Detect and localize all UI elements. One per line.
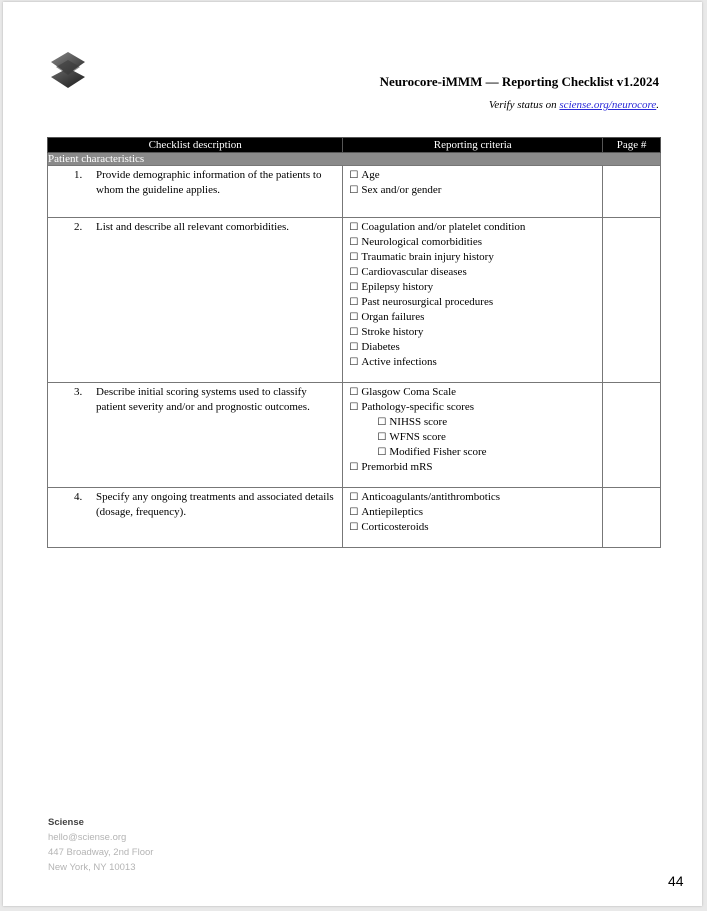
item-description: Provide demographic information of the patients to whom the guideline applies.: [96, 169, 322, 196]
criterion-subitem: [349, 430, 596, 445]
criterion-item: [349, 400, 596, 415]
checkbox-icon[interactable]: ☐: [349, 252, 359, 263]
verify-status-line: [489, 99, 659, 111]
checkbox-icon[interactable]: ☐: [349, 327, 359, 338]
section-row: [48, 153, 661, 166]
section-label: Patient characteristics: [48, 153, 661, 166]
page-number-cell[interactable]: [603, 166, 661, 218]
sciense-logo-icon: [48, 50, 88, 90]
criterion-label: Diabetes: [361, 341, 400, 353]
checkbox-icon[interactable]: ☐: [349, 522, 359, 533]
criterion-label: Neurological comorbidities: [361, 236, 483, 248]
item-number: 1.: [74, 169, 83, 181]
criterion-label: NIHSS score: [389, 416, 448, 428]
criterion-label: Corticosteroids: [361, 521, 429, 533]
criterion-label: Stroke history: [361, 326, 424, 338]
criterion-item: [349, 183, 596, 198]
criterion-label: Antiepileptics: [361, 506, 424, 518]
item-number: 2.: [74, 221, 83, 233]
checkbox-icon[interactable]: ☐: [377, 447, 387, 458]
criterion-item: [349, 460, 596, 475]
checkbox-icon[interactable]: ☐: [349, 282, 359, 293]
table-row: [48, 166, 661, 218]
criterion-label: Epilepsy history: [361, 281, 434, 293]
criterion-label: Past neurosurgical procedures: [361, 296, 494, 308]
criterion-label: Sex and/or gender: [361, 184, 442, 196]
item-description: List and describe all relevant comorbidities.: [96, 221, 290, 233]
footer-contact: [48, 815, 153, 875]
criteria-cell: [343, 383, 603, 488]
checkbox-icon[interactable]: ☐: [349, 402, 359, 413]
footer-address-line-1: 447 Broadway, 2nd Floor: [48, 847, 154, 858]
criteria-cell: [343, 488, 603, 548]
checkbox-icon[interactable]: ☐: [349, 342, 359, 353]
criterion-item: [349, 220, 596, 235]
page-number-cell[interactable]: [603, 383, 661, 488]
criterion-label: WFNS score: [389, 431, 446, 443]
criteria-cell: [343, 166, 603, 218]
table-row: [48, 383, 661, 488]
verify-status-link[interactable]: sciense.org/neurocore: [559, 99, 657, 111]
checkbox-icon[interactable]: ☐: [349, 267, 359, 278]
footer-email[interactable]: hello@sciense.org: [48, 832, 127, 843]
column-header-description: Checklist description: [48, 138, 343, 153]
criterion-item: [349, 295, 596, 310]
footer-company: Sciense: [48, 817, 84, 828]
page-number-cell[interactable]: [603, 218, 661, 383]
item-description: Specify any ongoing treatments and associated details (dosage, frequency).: [96, 491, 334, 518]
criterion-item: [349, 310, 596, 325]
page-number: 44: [668, 873, 684, 889]
criterion-label: Cardiovascular diseases: [361, 266, 467, 278]
criterion-item: [349, 385, 596, 400]
column-header-criteria: Reporting criteria: [343, 138, 603, 153]
criterion-subitem: [349, 415, 596, 430]
checkbox-icon[interactable]: ☐: [377, 417, 387, 428]
criterion-label: Pathology-specific scores: [361, 401, 475, 413]
document-title: Neurocore-iMMM — Reporting Checklist v1.2024: [379, 74, 659, 89]
document-page: [3, 2, 702, 906]
description-cell: [48, 383, 343, 488]
criterion-label: Modified Fisher score: [389, 446, 487, 458]
footer-address-line-2: New York, NY 10013: [48, 862, 136, 873]
checkbox-icon[interactable]: ☐: [349, 387, 359, 398]
checkbox-icon[interactable]: ☐: [349, 237, 359, 248]
table-row: [48, 218, 661, 383]
description-cell: [48, 218, 343, 383]
criterion-label: Glasgow Coma Scale: [361, 386, 457, 398]
checkbox-icon[interactable]: ☐: [349, 357, 359, 368]
description-cell: [48, 166, 343, 218]
checkbox-icon[interactable]: ☐: [349, 222, 359, 233]
criterion-item: [349, 490, 596, 505]
verify-prefix: Verify status on: [488, 99, 560, 111]
criterion-label: Active infections: [361, 356, 437, 368]
page-number-cell[interactable]: [603, 488, 661, 548]
verify-suffix: .: [656, 99, 659, 111]
criterion-label: Traumatic brain injury history: [361, 251, 494, 263]
criterion-label: Anticoagulants/antithrombotics: [361, 491, 501, 503]
criterion-item: [349, 505, 596, 520]
item-description: Describe initial scoring systems used to classify patient severity and/or and prognostic outcomes.: [96, 386, 310, 413]
table-row: [48, 488, 661, 548]
checkbox-icon[interactable]: ☐: [349, 492, 359, 503]
criterion-item: [349, 520, 596, 535]
checkbox-icon[interactable]: ☐: [377, 432, 387, 443]
checkbox-icon[interactable]: ☐: [349, 170, 359, 181]
criterion-item: [349, 325, 596, 340]
checkbox-icon[interactable]: ☐: [349, 507, 359, 518]
criterion-item: [349, 250, 596, 265]
criterion-item: [349, 280, 596, 295]
criteria-cell: [343, 218, 603, 383]
description-cell: [48, 488, 343, 548]
criterion-label: Coagulation and/or platelet condition: [361, 221, 526, 233]
checkbox-icon[interactable]: ☐: [349, 297, 359, 308]
criterion-item: [349, 235, 596, 250]
criterion-subitem: [349, 445, 596, 460]
criterion-item: [349, 168, 596, 183]
reporting-checklist-table: [47, 137, 661, 548]
column-header-page: Page #: [603, 138, 661, 153]
criterion-label: Premorbid mRS: [361, 461, 433, 473]
criterion-item: [349, 355, 596, 370]
criterion-item: [349, 265, 596, 280]
checkbox-icon[interactable]: ☐: [349, 185, 359, 196]
item-number: 4.: [74, 491, 83, 503]
criterion-item: [349, 340, 596, 355]
table-header-row: [48, 138, 661, 153]
criterion-label: Organ failures: [361, 311, 425, 323]
checkbox-icon[interactable]: ☐: [349, 312, 359, 323]
criterion-label: Age: [361, 169, 380, 181]
item-number: 3.: [74, 386, 83, 398]
checkbox-icon[interactable]: ☐: [349, 462, 359, 473]
